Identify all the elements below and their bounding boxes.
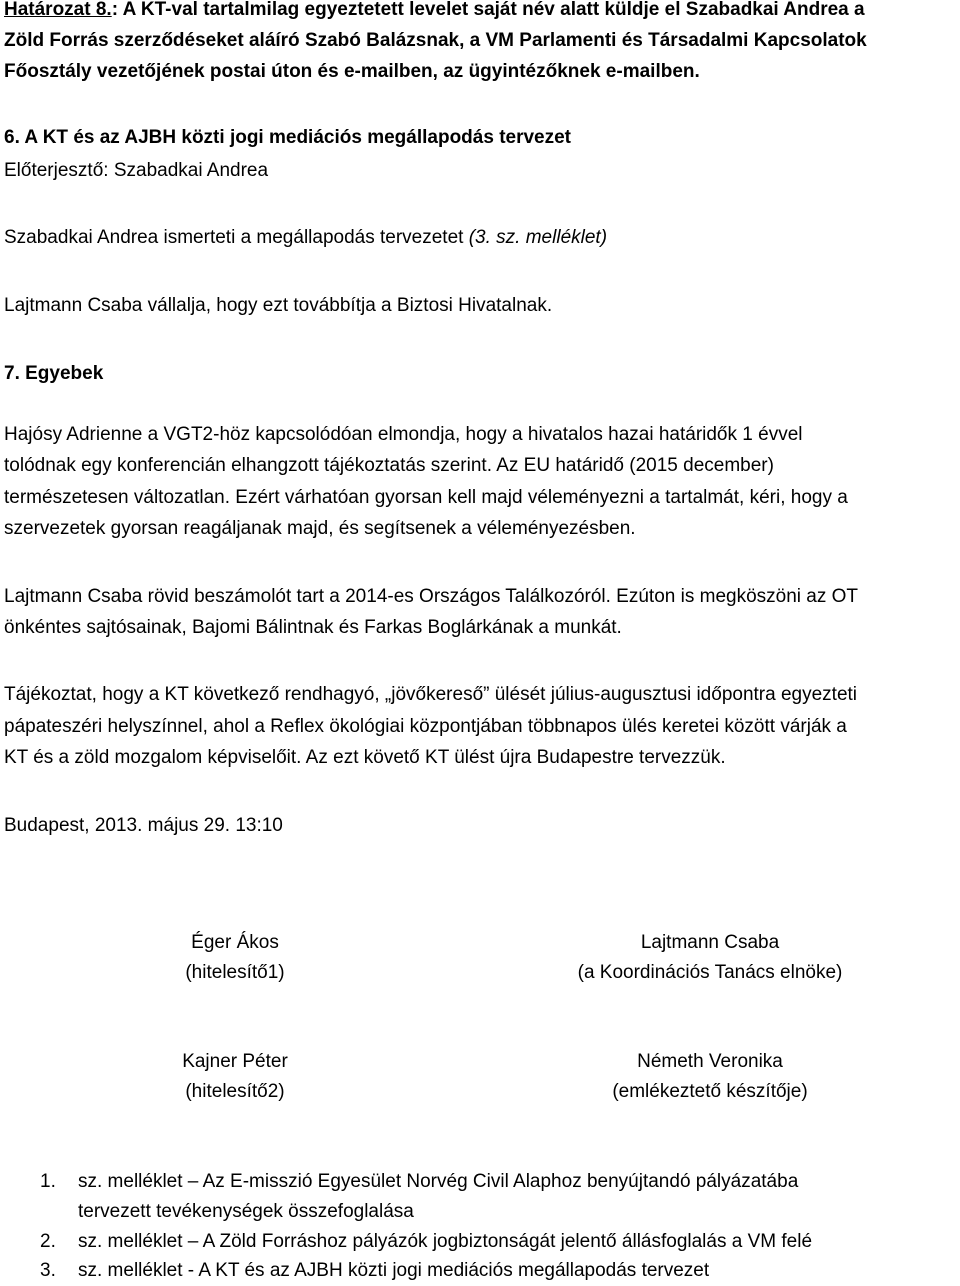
signatory-role: (a Koordinációs Tanács elnöke): [577, 962, 843, 983]
attachment-text: sz. melléklet – Az E-misszió Egyesület Norvég Civil Alaphoz benyújtandó pályázatába: [78, 1171, 799, 1192]
signature-block-1: [120, 928, 350, 988]
signatory-name: Éger Ákos: [191, 932, 279, 953]
item-7-p1-line-4: szervezetek gyorsan reagáljanak majd, és segítsenek a véleményezésben.: [4, 518, 636, 539]
resolution-8-line-2: Zöld Forrás szerződéseket aláíró Szabó Balázsnak, a VM Parlamenti és Társadalmi Kapcsolatok: [4, 30, 867, 51]
item-6-paragraph-1: [4, 225, 607, 251]
signatory-name: Németh Veronika: [637, 1051, 783, 1072]
item-7-title: 7. Egyebek: [4, 363, 104, 384]
item-7-p3-line-1: Tájékoztat, hogy a KT következő rendhagyó, „jövőkereső” ülését július-augusztusi időpontra egyezteti: [4, 684, 858, 705]
attachment-number: 1.: [40, 1171, 56, 1192]
signatory-role: (emlékeztető készítője): [612, 1081, 808, 1102]
signature-block-2: [560, 928, 860, 988]
resolution-8-text: : A KT-val tartalmilag egyeztetett levelet saját név alatt küldje el Szabadkai Andrea a: [111, 0, 865, 20]
signature-block-4: [560, 1047, 860, 1107]
item-7-p1-line-2: tolódnak egy konferencián elhangzott tájékoztatás szerint. Az EU határidő (2015 december): [4, 455, 774, 476]
item-7-p1-line-1: Hajósy Adrienne a VGT2-höz kapcsolódóan elmondja, hogy a hivatalos hazai határidők 1 évvel: [4, 424, 803, 445]
resolution-8-line-3: Főosztály vezetőjének postai úton és e-mailben, az ügyintézőknek e-mailben.: [4, 61, 700, 82]
signatory-name: Kajner Péter: [182, 1051, 288, 1072]
attachment-reference: (3. sz. melléklet): [468, 227, 608, 248]
item-7-p3-line-2: pápateszéri helyszínnel, ahol a Reflex ökológiai központjában többnapos ülés keretei között várják a: [4, 716, 847, 737]
signatory-role: (hitelesítő1): [185, 962, 285, 983]
signature-block-3: [120, 1047, 350, 1107]
item-6-paragraph-2: Lajtmann Csaba vállalja, hogy ezt továbbítja a Biztosi Hivatalnak.: [4, 295, 553, 316]
attachment-text: sz. melléklet – A Zöld Forráshoz pályázók jogbiztonságát jelentő állásfoglalás a VM felé: [78, 1231, 813, 1252]
item-7-p2-line-1: Lajtmann Csaba rövid beszámolót tart a 2014-es Országos Találkozóról. Ezúton is megköszöni az OT: [4, 586, 859, 607]
attachment-number: 2.: [40, 1231, 56, 1252]
resolution-8-label: Határozat 8.: [4, 0, 112, 20]
item-7-p1-line-3: természetesen változatlan. Ezért várhatóan gyorsan kell majd véleményezni a tartalmát, kéri, hogy a: [4, 487, 848, 508]
item-7-p3-line-3: KT és a zöld mozgalom képviselőit. Az ezt követő KT ülést újra Budapestre tervezzük.: [4, 747, 726, 768]
item-6-paragraph-1-text: Szabadkai Andrea ismerteti a megállapodás tervezetet: [4, 227, 469, 248]
attachment-text: sz. melléklet - A KT és az AJBH közti jogi mediációs megállapodás tervezet: [78, 1260, 710, 1281]
date-line: Budapest, 2013. május 29. 13:10: [4, 815, 283, 836]
signatory-role: (hitelesítő2): [185, 1081, 285, 1102]
resolution-8-line-1: [4, 0, 865, 23]
attachment-number: 3.: [40, 1260, 56, 1281]
item-7-p2-line-2: önkéntes sajtósainak, Bajomi Bálintnak és Farkas Boglárkának a munkát.: [4, 617, 622, 638]
item-6-title: 6. A KT és az AJBH közti jogi mediációs megállapodás tervezet: [4, 127, 572, 148]
item-6-presenter: Előterjesztő: Szabadkai Andrea: [4, 160, 269, 181]
attachment-text-continued: tervezett tevékenységek összefoglalása: [78, 1201, 414, 1222]
signatory-name: Lajtmann Csaba: [640, 932, 780, 953]
